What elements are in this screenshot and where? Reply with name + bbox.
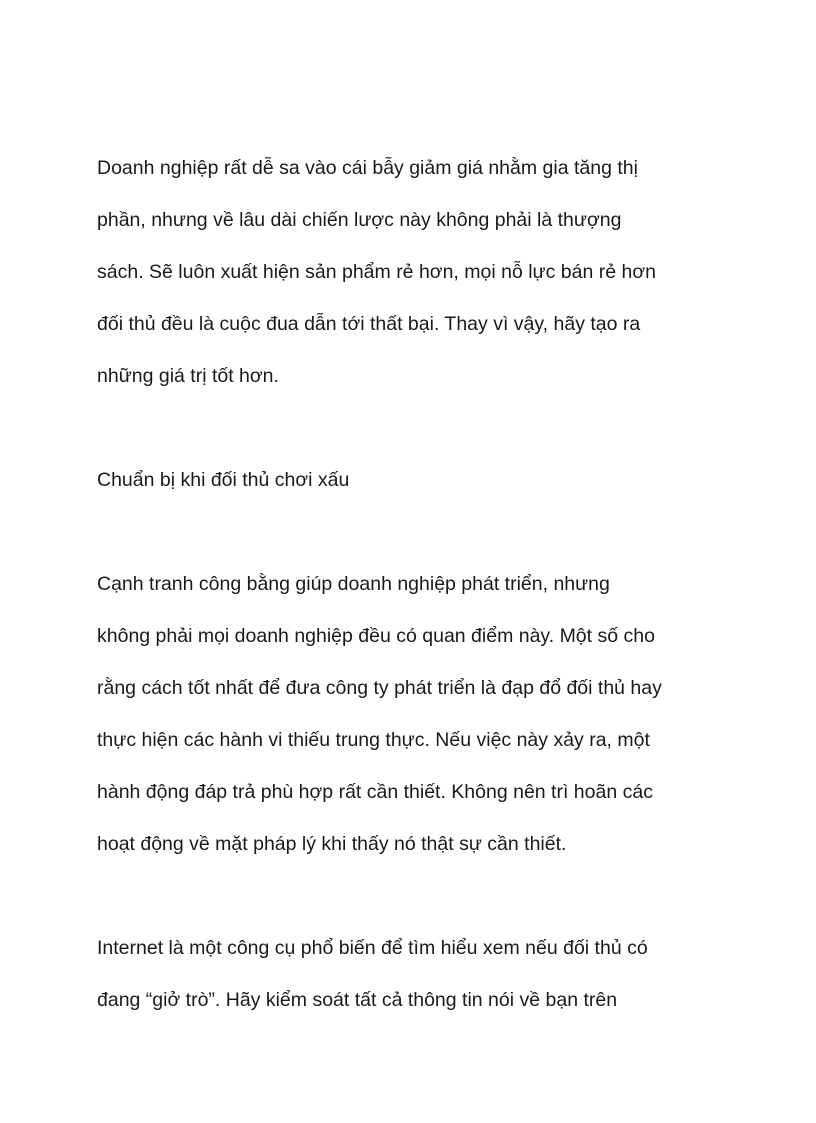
paragraph-3-line-2: đang “giở trò”. Hãy kiểm soát tất cả thông tin nói về bạn trên	[97, 989, 618, 1011]
paragraph-2-line-5: hành động đáp trả phù hợp rất cần thiết. Không nên trì hoãn các	[97, 781, 653, 803]
paragraph-1-line-5: những giá trị tốt hơn.	[97, 365, 279, 387]
paragraph-2-line-4: thực hiện các hành vi thiếu trung thực. Nếu việc này xảy ra, một	[97, 729, 650, 751]
paragraph-1-line-2: phần, nhưng về lâu dài chiến lược này không phải là thượng	[97, 209, 622, 231]
paragraph-2-line-3: rằng cách tốt nhất để đưa công ty phát triển là đạp đổ đối thủ hay	[97, 677, 662, 699]
paragraph-1-line-1: Doanh nghiệp rất dễ sa vào cái bẫy giảm giá nhằm gia tăng thị	[97, 157, 638, 179]
paragraph-3-line-1: Internet là một công cụ phổ biến để tìm hiểu xem nếu đối thủ có	[97, 937, 648, 959]
paragraph-2-line-6: hoạt động về mặt pháp lý khi thấy nó thật sự cần thiết.	[97, 833, 567, 855]
section-heading: Chuẩn bị khi đối thủ chơi xấu	[97, 469, 350, 491]
paragraph-1-line-3: sách. Sẽ luôn xuất hiện sản phẩm rẻ hơn, mọi nỗ lực bán rẻ hơn	[97, 261, 656, 283]
paragraph-2-line-2: không phải mọi doanh nghiệp đều có quan điểm này. Một số cho	[97, 625, 655, 647]
paragraph-1-line-4: đối thủ đều là cuộc đua dẫn tới thất bại. Thay vì vậy, hãy tạo ra	[97, 313, 641, 335]
paragraph-2-line-1: Cạnh tranh công bằng giúp doanh nghiệp phát triển, nhưng	[97, 573, 610, 595]
